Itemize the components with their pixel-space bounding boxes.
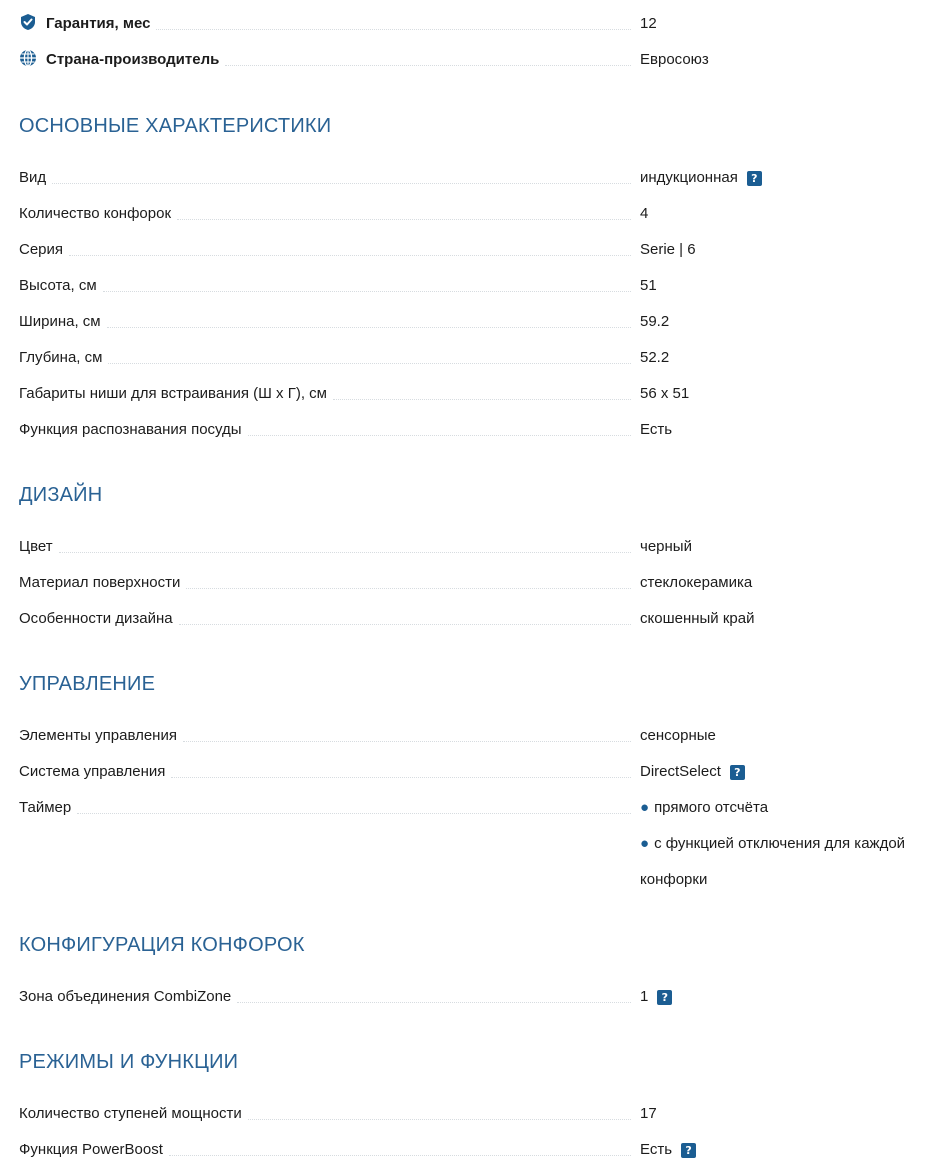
spec-value: индукционная (640, 169, 738, 186)
spec-value: 17 (640, 1105, 657, 1122)
spec-label: Вид (19, 168, 52, 188)
spec-label: Ширина, см (19, 312, 107, 332)
spec-row (19, 1100, 927, 1124)
spec-value: скошенный край (640, 610, 755, 627)
spec-value: 59.2 (640, 313, 670, 330)
spec-value: DirectSelect (640, 763, 721, 780)
dotted-leader (177, 218, 631, 220)
dotted-leader (225, 64, 631, 66)
help-icon[interactable]: ? (657, 990, 672, 1005)
dotted-leader (333, 398, 631, 400)
spec-label: Цвет (19, 537, 59, 557)
dotted-leader (156, 28, 631, 30)
spec-label: Страна-производитель (46, 51, 220, 68)
spec-label: Серия (19, 240, 69, 260)
spec-row (19, 164, 927, 188)
spec-value-list-item (640, 798, 768, 818)
spec-row (19, 605, 927, 629)
spec-label: Глубина, см (19, 348, 108, 368)
globe-icon (19, 49, 37, 67)
spec-value-list-item (640, 834, 905, 854)
spec-value: 1 (640, 988, 649, 1005)
section-title-design: ДИЗАЙН (19, 484, 103, 506)
spec-value-continuation: конфорки (640, 871, 708, 888)
spec-row (19, 758, 927, 782)
section-title-basic: ОСНОВНЫЕ ХАРАКТЕРИСТИКИ (19, 115, 332, 137)
dotted-leader (103, 290, 631, 292)
dotted-leader (179, 623, 631, 625)
spec-label: Высота, см (19, 276, 103, 296)
spec-label: Гарантия, мес (46, 15, 151, 32)
spec-row (19, 272, 927, 296)
help-icon[interactable]: ? (730, 765, 745, 780)
spec-label: Таймер (19, 798, 77, 818)
dotted-leader (52, 182, 631, 184)
spec-value: Евросоюз (640, 51, 709, 68)
section-title-modes: РЕЖИМЫ И ФУНКЦИИ (19, 1051, 239, 1073)
spec-label: Система управления (19, 762, 171, 782)
dotted-leader (248, 1118, 631, 1120)
spec-value: стеклокерамика (640, 574, 753, 591)
spec-row (19, 308, 927, 332)
shield-check-icon (19, 13, 37, 31)
dotted-leader (248, 434, 631, 436)
spec-row (19, 983, 927, 1007)
spec-row-warranty (19, 10, 927, 34)
spec-value: сенсорные (640, 727, 716, 744)
dotted-leader (171, 776, 631, 778)
spec-row (19, 380, 927, 404)
dotted-leader (59, 551, 631, 553)
spec-value: 56 x 51 (640, 385, 690, 402)
dotted-leader (183, 740, 631, 742)
bullet-icon: ● (640, 835, 650, 852)
spec-label: Количество ступеней мощности (19, 1104, 248, 1124)
spec-row (19, 569, 927, 593)
spec-row-country (19, 46, 927, 70)
spec-row (19, 1136, 927, 1160)
spec-label: Материал поверхности (19, 573, 186, 593)
spec-value: Есть (640, 421, 673, 438)
dotted-leader (69, 254, 631, 256)
spec-value: с функцией отключения для каждой (654, 835, 906, 852)
spec-value: Есть (640, 1141, 673, 1158)
spec-label: Габариты ниши для встраивания (Ш х Г), см (19, 384, 333, 404)
spec-label: Функция PowerBoost (19, 1140, 169, 1160)
spec-value: 51 (640, 277, 657, 294)
spec-label: Количество конфорок (19, 204, 177, 224)
spec-label: Зона объединения CombiZone (19, 987, 237, 1007)
spec-value: 4 (640, 205, 649, 222)
spec-row (19, 722, 927, 746)
help-icon[interactable]: ? (747, 171, 762, 186)
help-icon[interactable]: ? (681, 1143, 696, 1158)
spec-value: прямого отсчёта (654, 799, 769, 816)
section-title-config: КОНФИГУРАЦИЯ КОНФОРОК (19, 934, 305, 956)
dotted-leader (108, 362, 631, 364)
bullet-icon: ● (640, 799, 650, 816)
spec-row (19, 416, 927, 440)
spec-label: Особенности дизайна (19, 609, 179, 629)
spec-row (19, 533, 927, 557)
dotted-leader (77, 812, 631, 814)
dotted-leader (186, 587, 631, 589)
spec-label: Элементы управления (19, 726, 183, 746)
spec-value: черный (640, 538, 692, 555)
spec-value: Serie | 6 (640, 241, 696, 258)
spec-row (19, 344, 927, 368)
spec-label: Функция распознавания посуды (19, 420, 248, 440)
spec-value: 12 (640, 15, 657, 32)
spec-row (19, 200, 927, 224)
spec-row (19, 236, 927, 260)
section-title-control: УПРАВЛЕНИЕ (19, 673, 156, 695)
dotted-leader (107, 326, 631, 328)
dotted-leader (169, 1154, 631, 1156)
spec-value: 52.2 (640, 349, 670, 366)
spec-row-timer (19, 794, 927, 818)
dotted-leader (237, 1001, 631, 1003)
